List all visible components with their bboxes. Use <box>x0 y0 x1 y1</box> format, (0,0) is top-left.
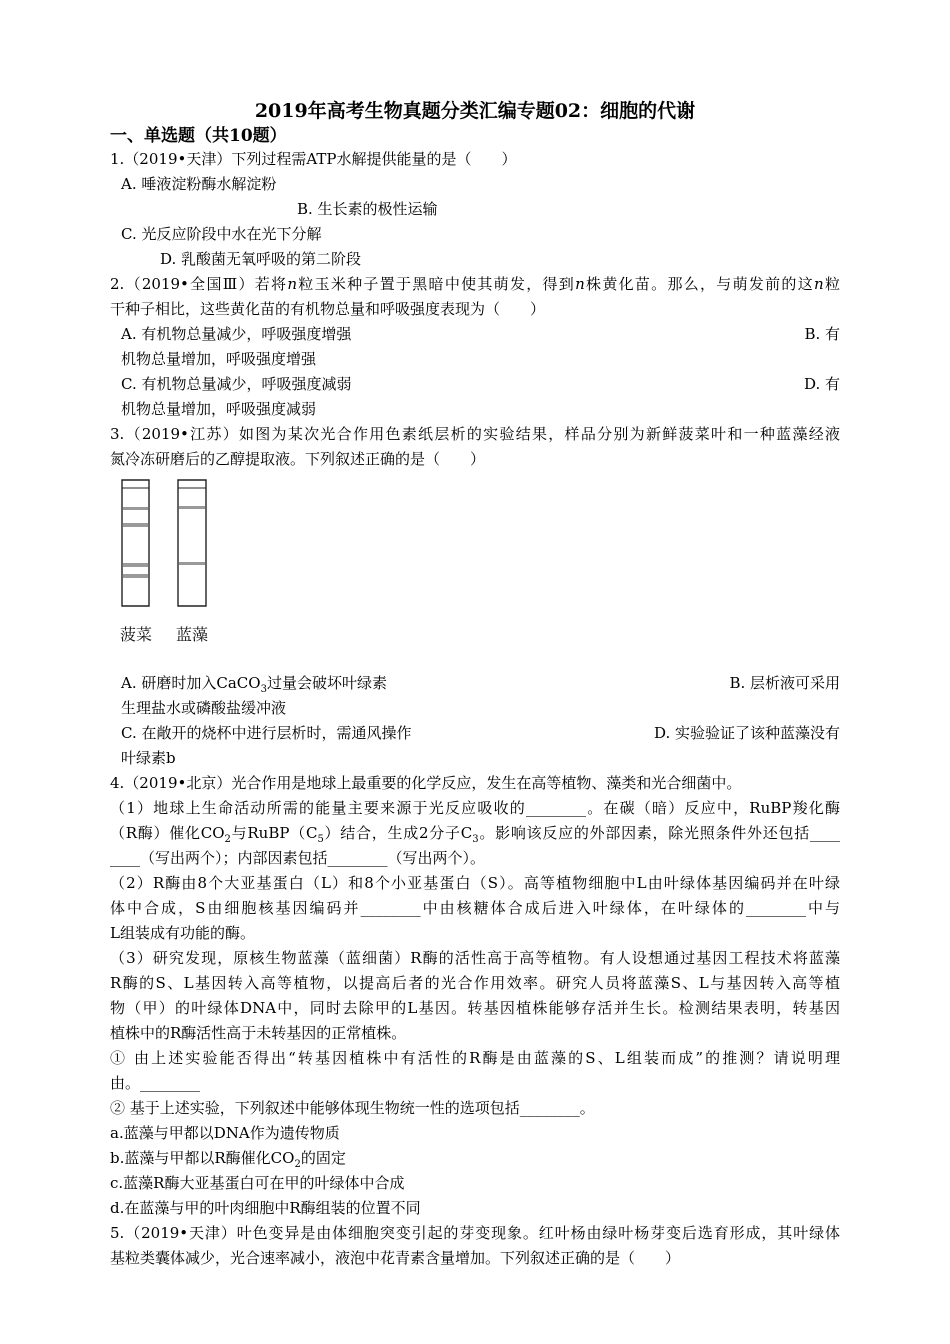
spinach-band-4 <box>123 574 148 578</box>
q2-option-a: A. 有机物总量减少，呼吸强度增强 <box>121 325 352 343</box>
q3-stem-line1: 3.（2019•江苏）如图为某次光合作用色素纸层析的实验结果，样品分别为新鲜菠菜叶和一种蓝藻经液 <box>110 425 840 443</box>
q2-option-d-head: D. 有 <box>803 375 840 393</box>
q5-stem-line1: 5.（2019•天津）叶色变异是由体细胞突变引起的芽变现象。红叶杨由绿叶杨芽变后选育形成，其叶绿体 <box>110 1224 840 1242</box>
q4-option-a: a.蓝藻与甲都以DNA作为遗传物质 <box>110 1124 340 1142</box>
q4-part3-line1: （3）研究发现，原核生物蓝藻（蓝细菌）R酶的活性高于高等植物。有人设想通过基因工程技术将蓝藻 <box>110 949 840 967</box>
q1-option-d: D. 乳酸菌无氧呼吸的第二阶段 <box>160 250 362 268</box>
q4-option-d: d.在蓝藻与甲的叶肉细胞中R酶组装的位置不同 <box>110 1199 421 1217</box>
q2-stem-line1: 2.（2019•全国Ⅲ）若将n粒玉米种子置于黑暗中使其萌发，得到n株黄化苗。那么，与萌发前的这n粒 <box>110 275 840 293</box>
q2-option-b-head: B. 有 <box>804 325 840 343</box>
q3-option-b-head: B. 层析液可采用 <box>729 674 840 692</box>
q3-option-d-tail: 叶绿素b <box>121 749 176 767</box>
q3-option-b-tail: 生理盐水或磷酸盐缓冲液 <box>121 699 287 717</box>
q4-part1-line1: （1）地球上生命活动所需的能量主要来源于光反应吸收的________。在碳（暗）反应中，RuBP羧化酶 <box>110 799 840 817</box>
q4-sub2: ② 基于上述实验，下列叙述中能够体现生物统一性的选项包括________。 <box>110 1099 595 1117</box>
document-title: 2019年高考生物真题分类汇编专题02：细胞的代谢 <box>254 100 696 122</box>
q4-option-c: c.蓝藻R酶大亚基蛋白可在甲的叶绿体中合成 <box>110 1174 405 1192</box>
q1-option-b: B. 生长素的极性运输 <box>297 200 438 218</box>
q4-part3-line2: R酶的S、L基因转入高等植物，以提高后者的光合作用效率。研究人员将蓝藻S、L与基因转入高等植 <box>110 974 840 992</box>
q1-option-c: C. 光反应阶段中水在光下分解 <box>121 225 322 243</box>
cyanobacteria-band-2 <box>179 562 205 565</box>
q2-option-b-tail: 机物总量增加，呼吸强度增强 <box>121 350 317 368</box>
q4-part1-line2: （R酶）催化$CO_2$与$RuBP(C_5)$结合，生成2分子$C_3$。影响该反应的外部因素，除光照条件外还包括____ <box>110 824 840 845</box>
q4-part3-line3: 物（甲）的叶绿体DNA中，同时去除甲的L基因。转基因植株能够存活并生长。检测结果表明，转基因 <box>110 999 840 1017</box>
q3-option-c: C. 在敞开的烧杯中进行层析时，需通风操作 <box>121 724 412 742</box>
cyanobacteria-band-1 <box>179 506 205 509</box>
q4-option-b: b.蓝藻与甲都以R酶催化$CO_2$的固定 <box>110 1149 346 1170</box>
spinach-label: 菠菜 <box>119 625 153 644</box>
q1-option-a: A. 唾液淀粉酶水解淀粉 <box>121 175 277 193</box>
q3-option-d-head: D. 实验验证了该种蓝藻没有 <box>653 724 840 742</box>
section-heading: 一、单选题（共10题） <box>110 126 287 146</box>
q4-part3-line4: 植株中的R酶活性高于未转基因的正常植株。 <box>110 1024 407 1042</box>
q5-stem-line2: 基粒类囊体减少，光合速率减小，液泡中花青素含量增加。下列叙述正确的是（ ） <box>110 1249 681 1267</box>
q4-part1-line3: ____（写出两个）；内部因素包括________（写出两个）。 <box>110 849 486 867</box>
q3-stem-line2: 氮冷冻研磨后的乙醇提取液。下列叙述正确的是（ ） <box>110 450 486 468</box>
cyanobacteria-label: 蓝藻 <box>175 625 209 644</box>
q4-sub1-line2: 由。________ <box>110 1074 201 1092</box>
q4-stem: 4.（2019•北京）光合作用是地球上最重要的化学反应，发生在高等植物、藻类和光合细菌中。 <box>110 774 742 792</box>
q4-part2-line1: （2）R酶由8个大亚基蛋白（L）和8个小亚基蛋白（S）。高等植物细胞中L由叶绿体基因编码并在叶绿 <box>110 874 840 892</box>
q2-stem-line2: 干种子相比，这些黄化苗的有机物总量和呼吸强度表现为（ ） <box>110 300 546 318</box>
spinach-band-2 <box>123 523 148 527</box>
spinach-band-3 <box>123 563 148 567</box>
q4-sub1-line1: ① 由上述实验能否得出“转基因植株中有活性的R酶是由蓝藻的S、L组装而成”的推测？请说明理 <box>110 1049 840 1067</box>
q2-option-c: C. 有机物总量减少，呼吸强度减弱 <box>121 375 352 393</box>
q4-part2-line3: L组装成有功能的酶。 <box>110 924 255 942</box>
q4-part2-line2: 体中合成，S由细胞核基因编码并________中由核糖体合成后进入叶绿体，在叶绿体的________中与 <box>110 899 840 917</box>
chromatography-figure <box>112 476 222 648</box>
q3-option-a: A. 研磨时加入CaCO$_3$过量会破坏叶绿素 <box>121 674 387 695</box>
spinach-band-1 <box>123 507 148 510</box>
q1-stem: 1.（2019•天津）下列过程需ATP水解提供能量的是（ ） <box>110 150 517 168</box>
q2-option-d-tail: 机物总量增加，呼吸强度减弱 <box>121 400 317 418</box>
spinach-strip <box>122 480 149 606</box>
cyanobacteria-strip <box>178 480 206 606</box>
